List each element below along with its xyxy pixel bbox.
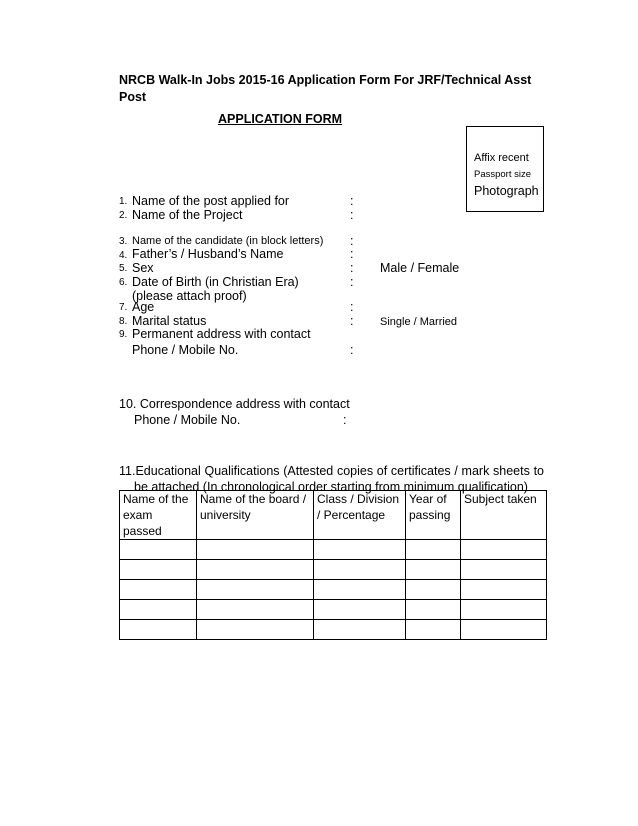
table-cell[interactable]	[120, 620, 197, 640]
field-colon: :	[350, 275, 354, 289]
field-label-age: Age	[132, 300, 155, 314]
header-line: Class / Division	[317, 492, 400, 506]
table-cell[interactable]	[461, 600, 547, 620]
field-colon: :	[343, 413, 347, 427]
table-header-cell	[197, 491, 314, 540]
field-sublabel-phone-10: Phone / Mobile No.	[134, 413, 241, 427]
photo-box	[466, 126, 544, 212]
field-colon: :	[350, 234, 354, 248]
field-number: 8.	[119, 316, 128, 327]
field-sublabel-phone: Phone / Mobile No.	[132, 343, 239, 357]
table-cell[interactable]	[314, 540, 406, 560]
table-cell[interactable]	[461, 620, 547, 640]
field-label-sex: Sex	[132, 261, 154, 275]
field-number: 5.	[119, 263, 128, 274]
table-header-cell	[406, 491, 461, 540]
table-row	[120, 580, 547, 600]
field-label-candidate: Name of the candidate (in block letters)	[132, 235, 324, 247]
table-cell[interactable]	[197, 540, 314, 560]
table-cell[interactable]	[120, 600, 197, 620]
table-cell[interactable]	[120, 540, 197, 560]
header-line: passing	[409, 508, 451, 522]
document-title-line-1: NRCB Walk-In Jobs 2015-16 Application Form For JRF/Technical Asst	[119, 73, 532, 87]
field-label-father-husband: Father’s / Husband’s Name	[132, 247, 284, 261]
table-header-cell	[314, 491, 406, 540]
table-cell[interactable]	[314, 560, 406, 580]
table-cell[interactable]	[314, 620, 406, 640]
table-header-cell	[120, 491, 197, 540]
field-number: 7.	[119, 302, 128, 313]
table-cell[interactable]	[406, 580, 461, 600]
table-row	[120, 620, 547, 640]
document-title-line-2: Post	[119, 90, 147, 104]
field-number: 4.	[119, 250, 128, 261]
table-cell[interactable]	[406, 600, 461, 620]
field-number: 9.	[119, 329, 128, 340]
header-line: Year of	[409, 492, 447, 506]
field-colon: :	[350, 314, 354, 328]
table-cell[interactable]	[314, 580, 406, 600]
photo-text-line-1: Affix recent	[474, 152, 529, 164]
table-cell[interactable]	[461, 580, 547, 600]
header-line: Subject taken	[464, 492, 537, 506]
qualifications-table	[119, 490, 547, 640]
field-colon: :	[350, 194, 354, 208]
field-number: 6.	[119, 277, 128, 288]
field-label-project: Name of the Project	[132, 208, 243, 222]
table-cell[interactable]	[197, 560, 314, 580]
field-label-correspondence-address: 10. Correspondence address with contact	[119, 397, 350, 411]
form-heading: APPLICATION FORM	[218, 112, 343, 126]
table-cell[interactable]	[461, 540, 547, 560]
header-line: university	[200, 508, 251, 522]
educational-qualifications-label: 11.Educational Qualifications (Attested copies of certificates / mark sheets to	[119, 464, 544, 478]
table-cell[interactable]	[406, 620, 461, 640]
educational-qualifications-note: be attached (In chronological order starting from minimum qualification)	[134, 480, 528, 494]
field-label-marital: Marital status	[132, 314, 207, 328]
header-line: Name of the	[123, 492, 189, 506]
photo-text-line-2: Passport size	[474, 169, 532, 180]
field-colon: :	[350, 261, 354, 275]
table-cell[interactable]	[197, 620, 314, 640]
field-label-post: Name of the post applied for	[132, 194, 290, 208]
field-colon: :	[350, 300, 354, 314]
field-label-permanent-address: Permanent address with contact	[132, 327, 311, 341]
table-header-cell	[461, 491, 547, 540]
field-number: 2.	[119, 210, 128, 221]
table-row	[120, 560, 547, 580]
marital-options: Single / Married	[380, 316, 458, 328]
table-cell[interactable]	[406, 540, 461, 560]
table-cell[interactable]	[197, 600, 314, 620]
field-label-dob: Date of Birth (in Christian Era)	[132, 275, 299, 289]
table-row	[120, 540, 547, 560]
table-cell[interactable]	[120, 560, 197, 580]
table-row	[120, 600, 547, 620]
header-line: Name of the board /	[200, 492, 307, 506]
table-cell[interactable]	[197, 580, 314, 600]
table-cell[interactable]	[406, 560, 461, 580]
field-colon: :	[350, 343, 354, 357]
header-line: / Percentage	[317, 508, 386, 522]
table-cell[interactable]	[461, 560, 547, 580]
table-header-row	[120, 491, 547, 540]
field-colon: :	[350, 247, 354, 261]
sex-options: Male / Female	[380, 261, 460, 275]
table-cell[interactable]	[120, 580, 197, 600]
field-sublabel-dob: (please attach proof)	[132, 289, 247, 303]
photo-text-line-3: Photograph	[474, 184, 539, 198]
field-number: 3.	[119, 236, 128, 247]
table-cell[interactable]	[314, 600, 406, 620]
header-line: exam passed	[123, 508, 162, 538]
field-colon: :	[350, 208, 354, 222]
field-number: 1.	[119, 196, 128, 207]
